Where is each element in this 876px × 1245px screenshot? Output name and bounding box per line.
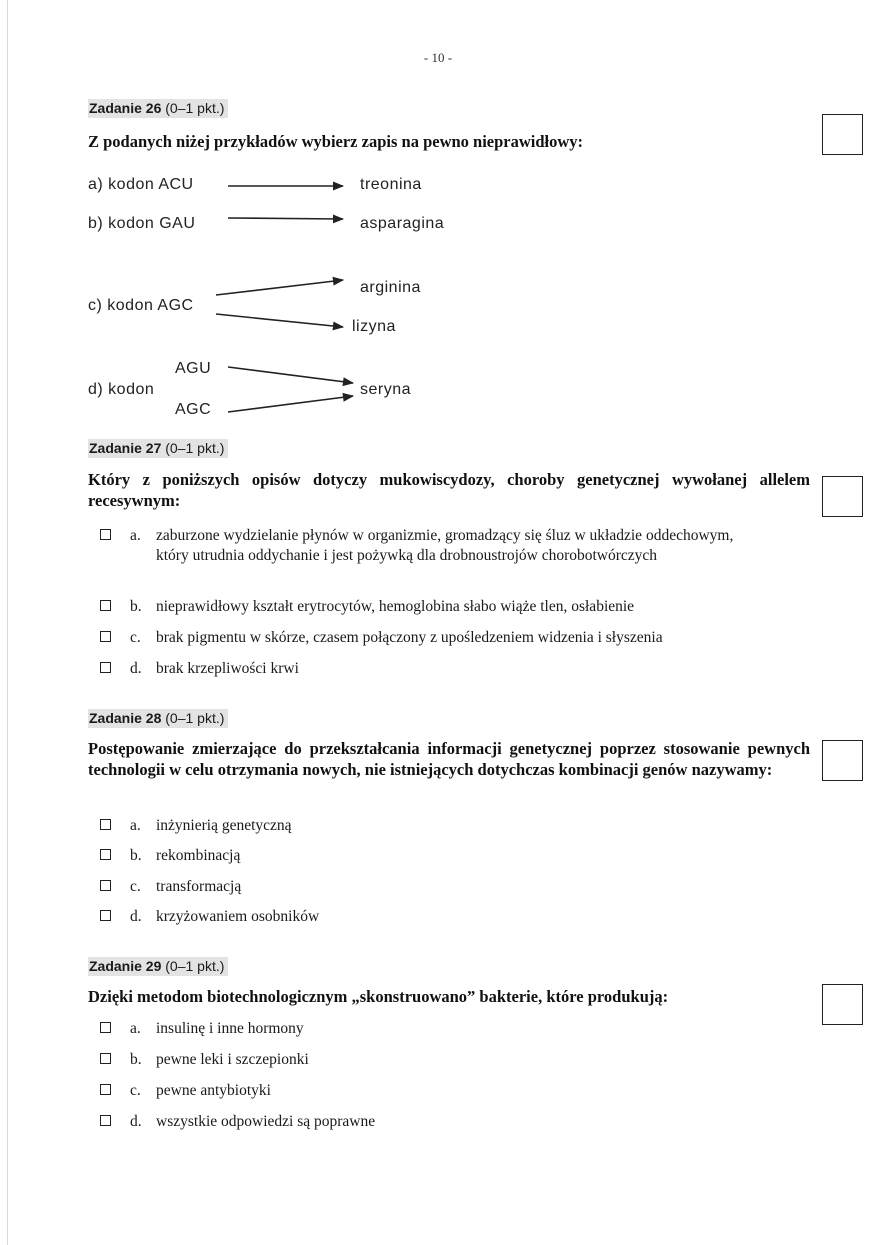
task-28-question: Postępowanie zmierzające do przekształcania informacji genetycznej poprzez stosowanie pewnych technologii w celu otrzymania nowych, nie istniejących dotychczas kombinacji genów nazywamy: (88, 739, 810, 779)
option-text: krzyżowaniem osobników (156, 908, 320, 925)
task-28-score-box[interactable] (822, 740, 863, 781)
checkbox[interactable] (100, 631, 111, 642)
arrow-c1 (216, 280, 343, 295)
checkbox[interactable] (100, 600, 111, 611)
arrow-d2 (228, 396, 353, 412)
checkbox[interactable] (100, 880, 111, 891)
option-letter: a. (130, 817, 141, 834)
option-text: zaburzone wydzielanie płynów w organizmie, gromadzący się śluz w układzie oddechowym, który utrudnia oddychanie i jest pożywką dla drobnoustrojów chorobotwórczych (156, 527, 734, 564)
option-text: insulinę i inne hormony (156, 1020, 304, 1037)
example-b-target: asparagina (360, 215, 445, 232)
checkbox[interactable] (100, 662, 111, 673)
example-a-target: treonina (360, 176, 422, 193)
option-letter: c. (130, 878, 141, 895)
option-text: inżynierią genetyczną (156, 817, 292, 834)
arrow-b (228, 218, 343, 219)
task-29-points: (0–1 pkt.) (165, 958, 225, 974)
task-28-label: Zadanie 28 (89, 710, 162, 726)
checkbox[interactable] (100, 1022, 111, 1033)
task-27-question: Który z poniższych opisów dotyczy mukowiscydozy, choroby genetycznej wywołanej allelem recesywnym: (88, 470, 810, 510)
option-letter: b. (130, 598, 142, 615)
option-text: transformacją (156, 878, 242, 895)
example-b-label: b) kodon GAU (88, 215, 196, 232)
example-d-target: seryna (360, 381, 412, 398)
task-27-label: Zadanie 27 (89, 440, 162, 456)
task-28-heading (88, 709, 228, 728)
checkbox[interactable] (100, 819, 111, 830)
checkbox[interactable] (100, 910, 111, 921)
page-number: - 10 - (423, 50, 453, 65)
task-27-score-box[interactable] (822, 476, 863, 517)
example-c-target-2: lizyna (352, 318, 396, 335)
option-letter: b. (130, 847, 142, 864)
option-letter: c. (130, 1082, 141, 1099)
option-text: pewne leki i szczepionki (156, 1051, 309, 1068)
option-letter: d. (130, 1113, 142, 1130)
example-d-codon-2: AGC (175, 401, 212, 418)
option-text: nieprawidłowy kształt erytrocytów, hemoglobina słabo wiąże tlen, osłabienie (156, 598, 635, 615)
task-29-question: Dzięki metodom biotechnologicznym „skonstruowano” bakterie, które produkują: (88, 987, 669, 1006)
option-letter: b. (130, 1051, 142, 1068)
option-letter: d. (130, 908, 142, 925)
option-text: brak pigmentu w skórze, czasem połączony z upośledzeniem widzenia i słyszenia (156, 629, 663, 646)
option-letter: a. (130, 527, 141, 544)
checkbox[interactable] (100, 529, 111, 540)
task-26-label: Zadanie 26 (89, 100, 162, 116)
example-c-label: c) kodon AGC (88, 297, 194, 314)
example-d-codon-1: AGU (175, 360, 212, 377)
task-27-heading (88, 439, 228, 458)
example-a-label: a) kodon ACU (88, 176, 194, 193)
checkbox[interactable] (100, 1053, 111, 1064)
option-text: rekombinacją (156, 847, 241, 864)
arrow-d1 (228, 367, 353, 383)
checkbox[interactable] (100, 849, 111, 860)
example-d-label: d) kodon (88, 381, 155, 398)
task-29-score-box[interactable] (822, 984, 863, 1025)
task-29-heading (88, 957, 228, 976)
option-text: brak krzepliwości krwi (156, 660, 299, 677)
option-letter: c. (130, 629, 141, 646)
option-text: wszystkie odpowiedzi są poprawne (156, 1113, 376, 1130)
task-28-points: (0–1 pkt.) (165, 710, 225, 726)
checkbox[interactable] (100, 1115, 111, 1126)
task-26-points: (0–1 pkt.) (165, 100, 225, 116)
example-c-target-1: arginina (360, 279, 421, 296)
option-text: pewne antybiotyki (156, 1082, 271, 1099)
task-27-points: (0–1 pkt.) (165, 440, 225, 456)
option-letter: a. (130, 1020, 141, 1037)
arrow-c2 (216, 314, 343, 327)
task-29-label: Zadanie 29 (89, 958, 162, 974)
option-letter: d. (130, 660, 142, 677)
task-26-question: Z podanych niżej przykładów wybierz zapis na pewno nieprawidłowy: (88, 132, 584, 151)
checkbox[interactable] (100, 1084, 111, 1095)
